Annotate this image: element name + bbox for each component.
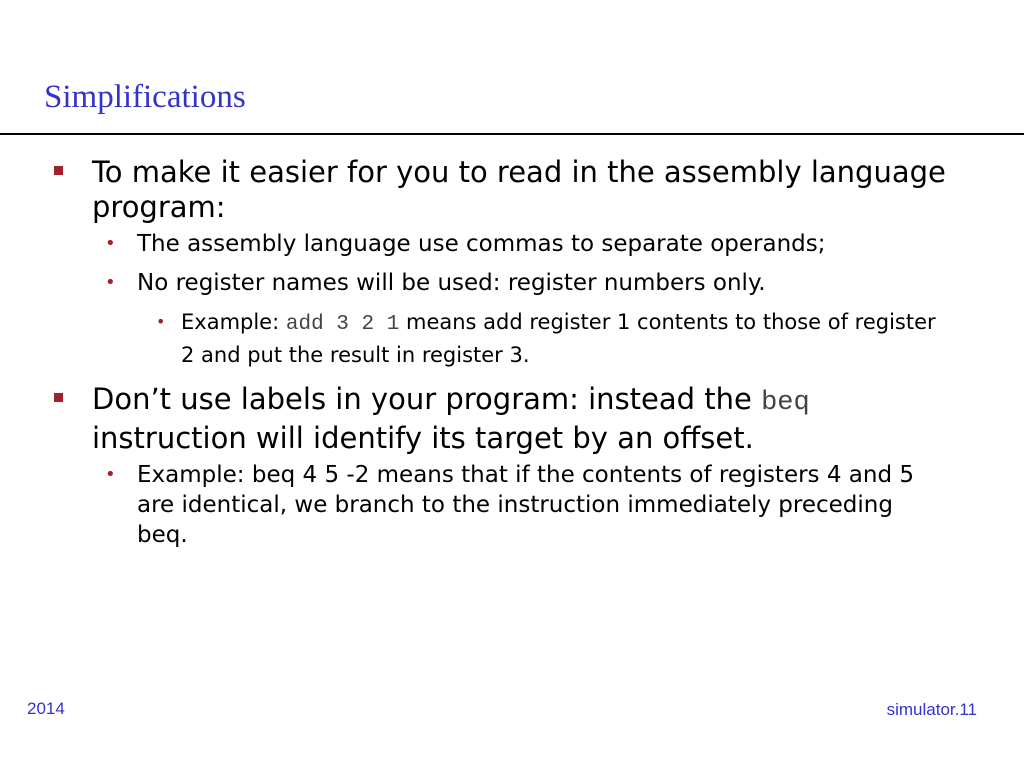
dot-bullet-icon: •	[105, 464, 116, 485]
sub-bullet-text: Example: beq 4 5 -2 means that if the contents of registers 4 and 5 are identical, we branch to the instruction immediately preceding beq.	[137, 462, 915, 548]
sub-bullet-commas	[0, 229, 1024, 259]
square-bullet-icon	[54, 166, 63, 175]
sub-sub-bullet-example	[0, 307, 1024, 370]
square-bullet-icon	[54, 393, 63, 402]
sub-bullet-text: The assembly language use commas to separate operands;	[137, 231, 826, 257]
bullet-item-2	[0, 382, 1024, 456]
beq-code: beq	[761, 388, 810, 418]
example-code: add 3 2 1	[285, 313, 400, 336]
dot-bullet-icon: •	[105, 272, 116, 293]
slide-content	[0, 155, 1024, 559]
dot-bullet-icon: •	[105, 233, 116, 254]
bullet-text-prefix: Don’t use labels in your program: instead the	[92, 382, 752, 416]
sub-bullet-text: No register names will be used: register numbers only.	[137, 270, 766, 296]
sub-bullet-register-numbers	[0, 268, 1024, 298]
dot-bullet-icon: •	[156, 312, 166, 331]
bullet-item-1	[0, 155, 1024, 225]
title-divider	[0, 133, 1024, 135]
example-text: means add register 1 contents to those of register 2 and put the result in register 3.	[181, 310, 936, 367]
example-prefix: Example:	[181, 310, 280, 334]
slide-title: Simplifications	[44, 79, 246, 115]
bullet-text-suffix: instruction will identify its target by an offset.	[92, 421, 754, 455]
bullet-text: To make it easier for you to read in the assembly language program:	[92, 155, 946, 224]
footer-year: 2014	[27, 699, 65, 718]
sub-bullet-beq-example	[0, 460, 1024, 550]
footer-slide-number: simulator.11	[886, 700, 977, 719]
